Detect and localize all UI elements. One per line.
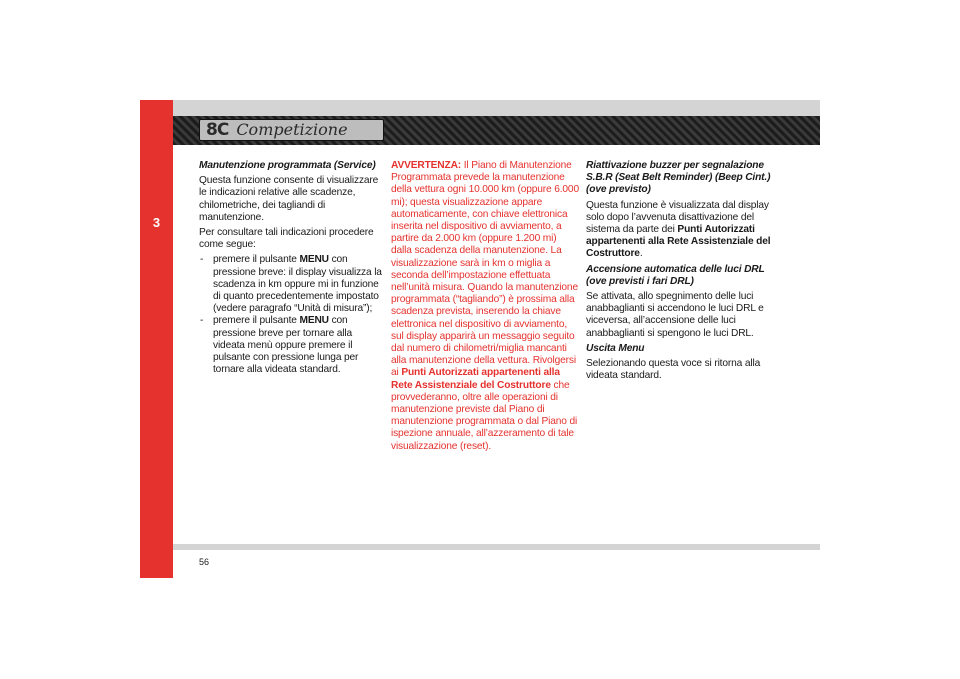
chapter-number: 3 <box>152 215 161 230</box>
top-rule <box>173 100 820 116</box>
page-number: 56 <box>199 557 210 567</box>
paragraph: Questa funzione consente di visualizzare le indicazioni relative alle scadenze, chilometriche, dei tagliandi di manutenzione. <box>199 175 379 223</box>
section-heading-service: Manutenzione programmata (Service) <box>199 160 376 171</box>
bottom-rule <box>173 544 820 550</box>
paragraph: Questa funzione è visualizzata dal display solo dopo l’avvenuta disattivazione del sistema da parte dei Punti Autorizzati appartenenti alla Rete Assistenziale del Costruttore. <box>586 199 771 260</box>
logo-script: Competizione <box>236 120 348 139</box>
section-heading-exit-menu: Uscita Menu <box>586 342 645 354</box>
header-banner <box>173 116 820 145</box>
warning-paragraph: AVVERTENZA: Il Piano di Manutenzione Programmata prevede la manutenzione della vettura ogni 10.000 km (oppure 6.000 mi); questa visualizzazione appare automaticamente, con chiave elettronica inserita nel dispositivo di avviamento, a partire da 2.000 km (oppure 1.200 mi) dalla scadenza della manutenzione. La visualizzazione sarà in km o miglia a seconda dell’impostazione effettuata nell’unità misura. Quando la manutenzione programmata (“tagliando”) è prossima alla scadenza prevista, inserendo la chiave elettronica nel dispositivo di avviamento, sul display apparirà un messaggio seguito dal numero di chilometri/miglia mancanti alla manutenzione della vettura. Rivolgersi ai Punti Autorizzati appartenenti alla Rete Assistenziale del Costruttore che provvederanno, oltre alle operazioni di manutenzione previste dal Piano di manutenzione programmata o dal Piano di ispezione annuale, all’azzeramento di tale visualizzazione (reset). <box>391 160 579 452</box>
brand-logo <box>199 119 384 141</box>
section-heading-drl: Accensione automatica delle luci DRL (ove previsti i fari DRL) <box>586 263 765 287</box>
column-right <box>586 160 772 385</box>
column-left <box>199 160 385 376</box>
paragraph: Selezionando questa voce si ritorna alla videata standard. <box>586 358 761 382</box>
logo-mark: 8C <box>206 119 229 140</box>
list-item: - premere il pulsante MENU con pressione breve: il display visualizza la scadenza in km oppure mi in funzione di quanto precedentemente impostato (vedere paragrafo “Unità di misura”); <box>199 254 385 315</box>
warning-label: AVVERTENZA: <box>391 160 462 171</box>
paragraph: Se attivata, allo spegnimento delle luci anabbaglianti si accendono le luci DRL e viceversa, all’accensione delle luci anabbaglianti si spengono le luci DRL. <box>586 291 764 339</box>
paragraph: Per consultare tali indicazioni procedere come segue: <box>199 227 374 251</box>
chapter-sidebar <box>140 100 173 578</box>
column-middle-warning <box>391 160 579 456</box>
section-heading-sbr: Riattivazione buzzer per segnalazione S.B.R (Seat Belt Reminder) (Beep Cint.) (ove previsto) <box>586 160 771 196</box>
steps-list <box>199 254 385 376</box>
list-item: - premere il pulsante MENU con pressione breve per tornare alla videata menù oppure premere il pulsante con pressione lunga per tornare alla videata standard. <box>199 315 385 376</box>
